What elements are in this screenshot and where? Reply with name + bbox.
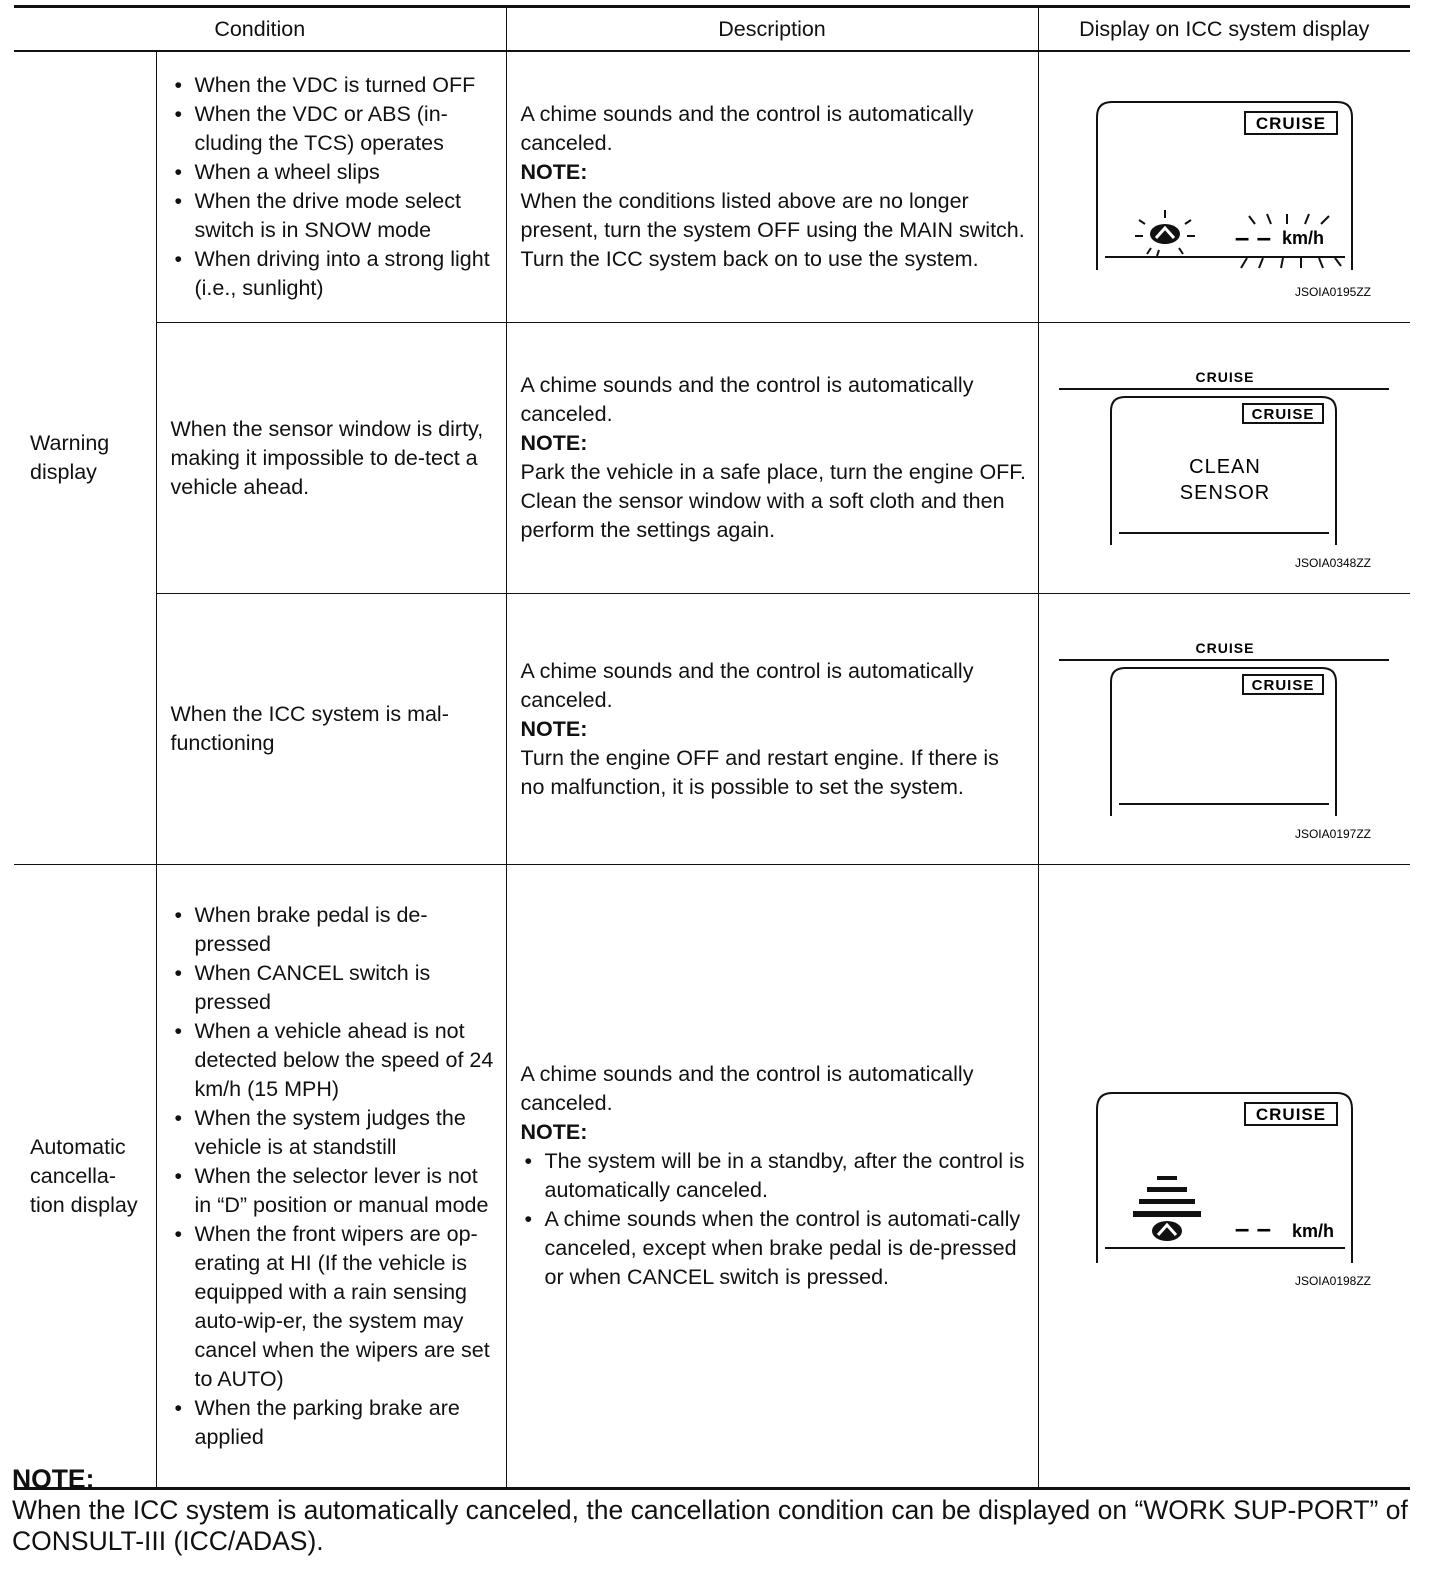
note-line: Turn the engine OFF and restart engine. If there is no malfunction, it is possible to set the system. (520, 745, 999, 799)
note-line: When the conditions listed above are no longer present, turn the system OFF using the MAIN switch. (520, 189, 1025, 242)
condition-list (171, 71, 496, 303)
header-condition: Condition (14, 7, 506, 52)
figure-code: JSOIA0198ZZ (1294, 1274, 1371, 1288)
display-cell (1038, 594, 1410, 865)
lcd-message-line2: SENSOR (1179, 482, 1270, 504)
list-item: • When the front wipers are op-erating at HI (If the vehicle is equipped with a rain sensing auto-wip-er, the system may cancel when the wipers are set to AUTO) (171, 1220, 496, 1394)
header-description: Description (506, 7, 1038, 52)
list-item: • When the VDC or ABS (in-cluding the TCS) operates (171, 100, 496, 158)
list-item: • When driving into a strong light (i.e., sunlight) (171, 245, 496, 303)
footer-note-text: When the ICC system is automatically canceled, the cancellation condition can be displayed on “WORK SUP-PORT” of CONSULT-III (ICC/ADAS). (12, 1495, 1408, 1556)
lcd-speed-dashes: – – (1234, 1213, 1271, 1243)
note-label: NOTE: (520, 431, 588, 455)
description-lead: A chime sounds and the control is automatically canceled. (520, 658, 974, 712)
note-line: Turn the ICC system back on to use the system. (520, 247, 979, 271)
list-item: • When CANCEL switch is pressed (171, 959, 496, 1017)
list-item: • A chime sounds when the control is automati-cally canceled, except when brake pedal is de-pressed or when CANCEL switch is pressed. (521, 1205, 1028, 1292)
footer-note-label: NOTE: (12, 1464, 95, 1494)
description-lead: A chime sounds and the control is automatically canceled. (520, 102, 974, 155)
lcd-warning-illustration (1039, 52, 1411, 314)
description-cell (506, 865, 1038, 1489)
lcd-unit: km/h (1291, 1221, 1334, 1241)
display-cell (1038, 51, 1410, 323)
lcd-top-label: CRUISE (1195, 369, 1254, 385)
condition-list (171, 901, 496, 1452)
list-item: • When the system judges the vehicle is at standstill (171, 1104, 496, 1162)
lcd-message-line1: CLEAN (1188, 456, 1261, 478)
condition-cell (156, 865, 506, 1489)
note-label: NOTE: (520, 160, 588, 184)
footer-note (12, 1464, 1432, 1557)
lcd-auto-cancel-illustration (1039, 1041, 1411, 1303)
list-item: • When the VDC is turned OFF (171, 71, 496, 100)
condition-cell: When the sensor window is dirty, making it impossible to de-tect a vehicle ahead. (156, 323, 506, 594)
list-item: • When the selector lever is not in “D” position or manual mode (171, 1162, 496, 1220)
note-line: Park the vehicle in a safe place, turn the engine OFF. (520, 460, 1027, 484)
description-cell (506, 323, 1038, 594)
lcd-unit: km/h (1281, 228, 1324, 248)
list-item: • When a wheel slips (171, 158, 496, 187)
header-display: Display on ICC system display (1038, 7, 1410, 52)
description-lead: A chime sounds and the control is automatically canceled. (520, 1062, 974, 1115)
lcd-badge: CRUISE (1251, 677, 1314, 694)
lcd-clean-sensor-illustration (1039, 323, 1411, 585)
group-auto-cancel-display (14, 865, 156, 1489)
table-row (14, 323, 1410, 594)
table-row (14, 51, 1410, 323)
figure-code: JSOIA0197ZZ (1294, 827, 1371, 841)
lcd-top-label: CRUISE (1195, 640, 1254, 656)
lcd-malfunction-illustration (1039, 594, 1411, 856)
figure-code: JSOIA0348ZZ (1294, 556, 1371, 570)
description-cell (506, 51, 1038, 323)
list-item: • The system will be in a standby, after the control is automatically canceled. (521, 1147, 1028, 1205)
lcd-badge: CRUISE (1255, 1105, 1326, 1124)
table-row (14, 865, 1410, 1489)
note-bullet-list (521, 1147, 1028, 1292)
vehicle-flashing-icon (1135, 210, 1195, 256)
list-item: • When a vehicle ahead is not detected below the speed of 24 km/h (15 MPH) (171, 1017, 496, 1104)
note-label: NOTE: (520, 1120, 588, 1144)
distance-bars-icon (1133, 1176, 1201, 1217)
display-cell (1038, 865, 1410, 1489)
group-warning-display: Warning display (14, 51, 156, 865)
table-header-row (14, 7, 1410, 52)
lcd-speed-dashes: – – (1234, 222, 1271, 252)
condition-cell: When the ICC system is mal-functioning (156, 594, 506, 865)
description-lead: A chime sounds and the control is automatically canceled. (520, 373, 974, 426)
condition-cell (156, 51, 506, 323)
list-item: • When brake pedal is de-pressed (171, 901, 496, 959)
figure-code: JSOIA0195ZZ (1294, 285, 1371, 299)
lcd-badge: CRUISE (1251, 406, 1314, 423)
list-item: • When the parking brake are applied (171, 1394, 496, 1452)
table-row (14, 594, 1410, 865)
display-cell (1038, 323, 1410, 594)
group-auto-cancel-label: Automatic cancella-tion display (30, 1134, 138, 1217)
note-line: Clean the sensor window with a soft cloth and then perform the settings again. (520, 489, 1005, 542)
lcd-badge: CRUISE (1255, 114, 1326, 133)
note-label: NOTE: (520, 716, 588, 741)
icc-cancel-conditions-table (14, 5, 1410, 1490)
list-item: • When the drive mode select switch is in SNOW mode (171, 187, 496, 245)
description-cell (506, 594, 1038, 865)
